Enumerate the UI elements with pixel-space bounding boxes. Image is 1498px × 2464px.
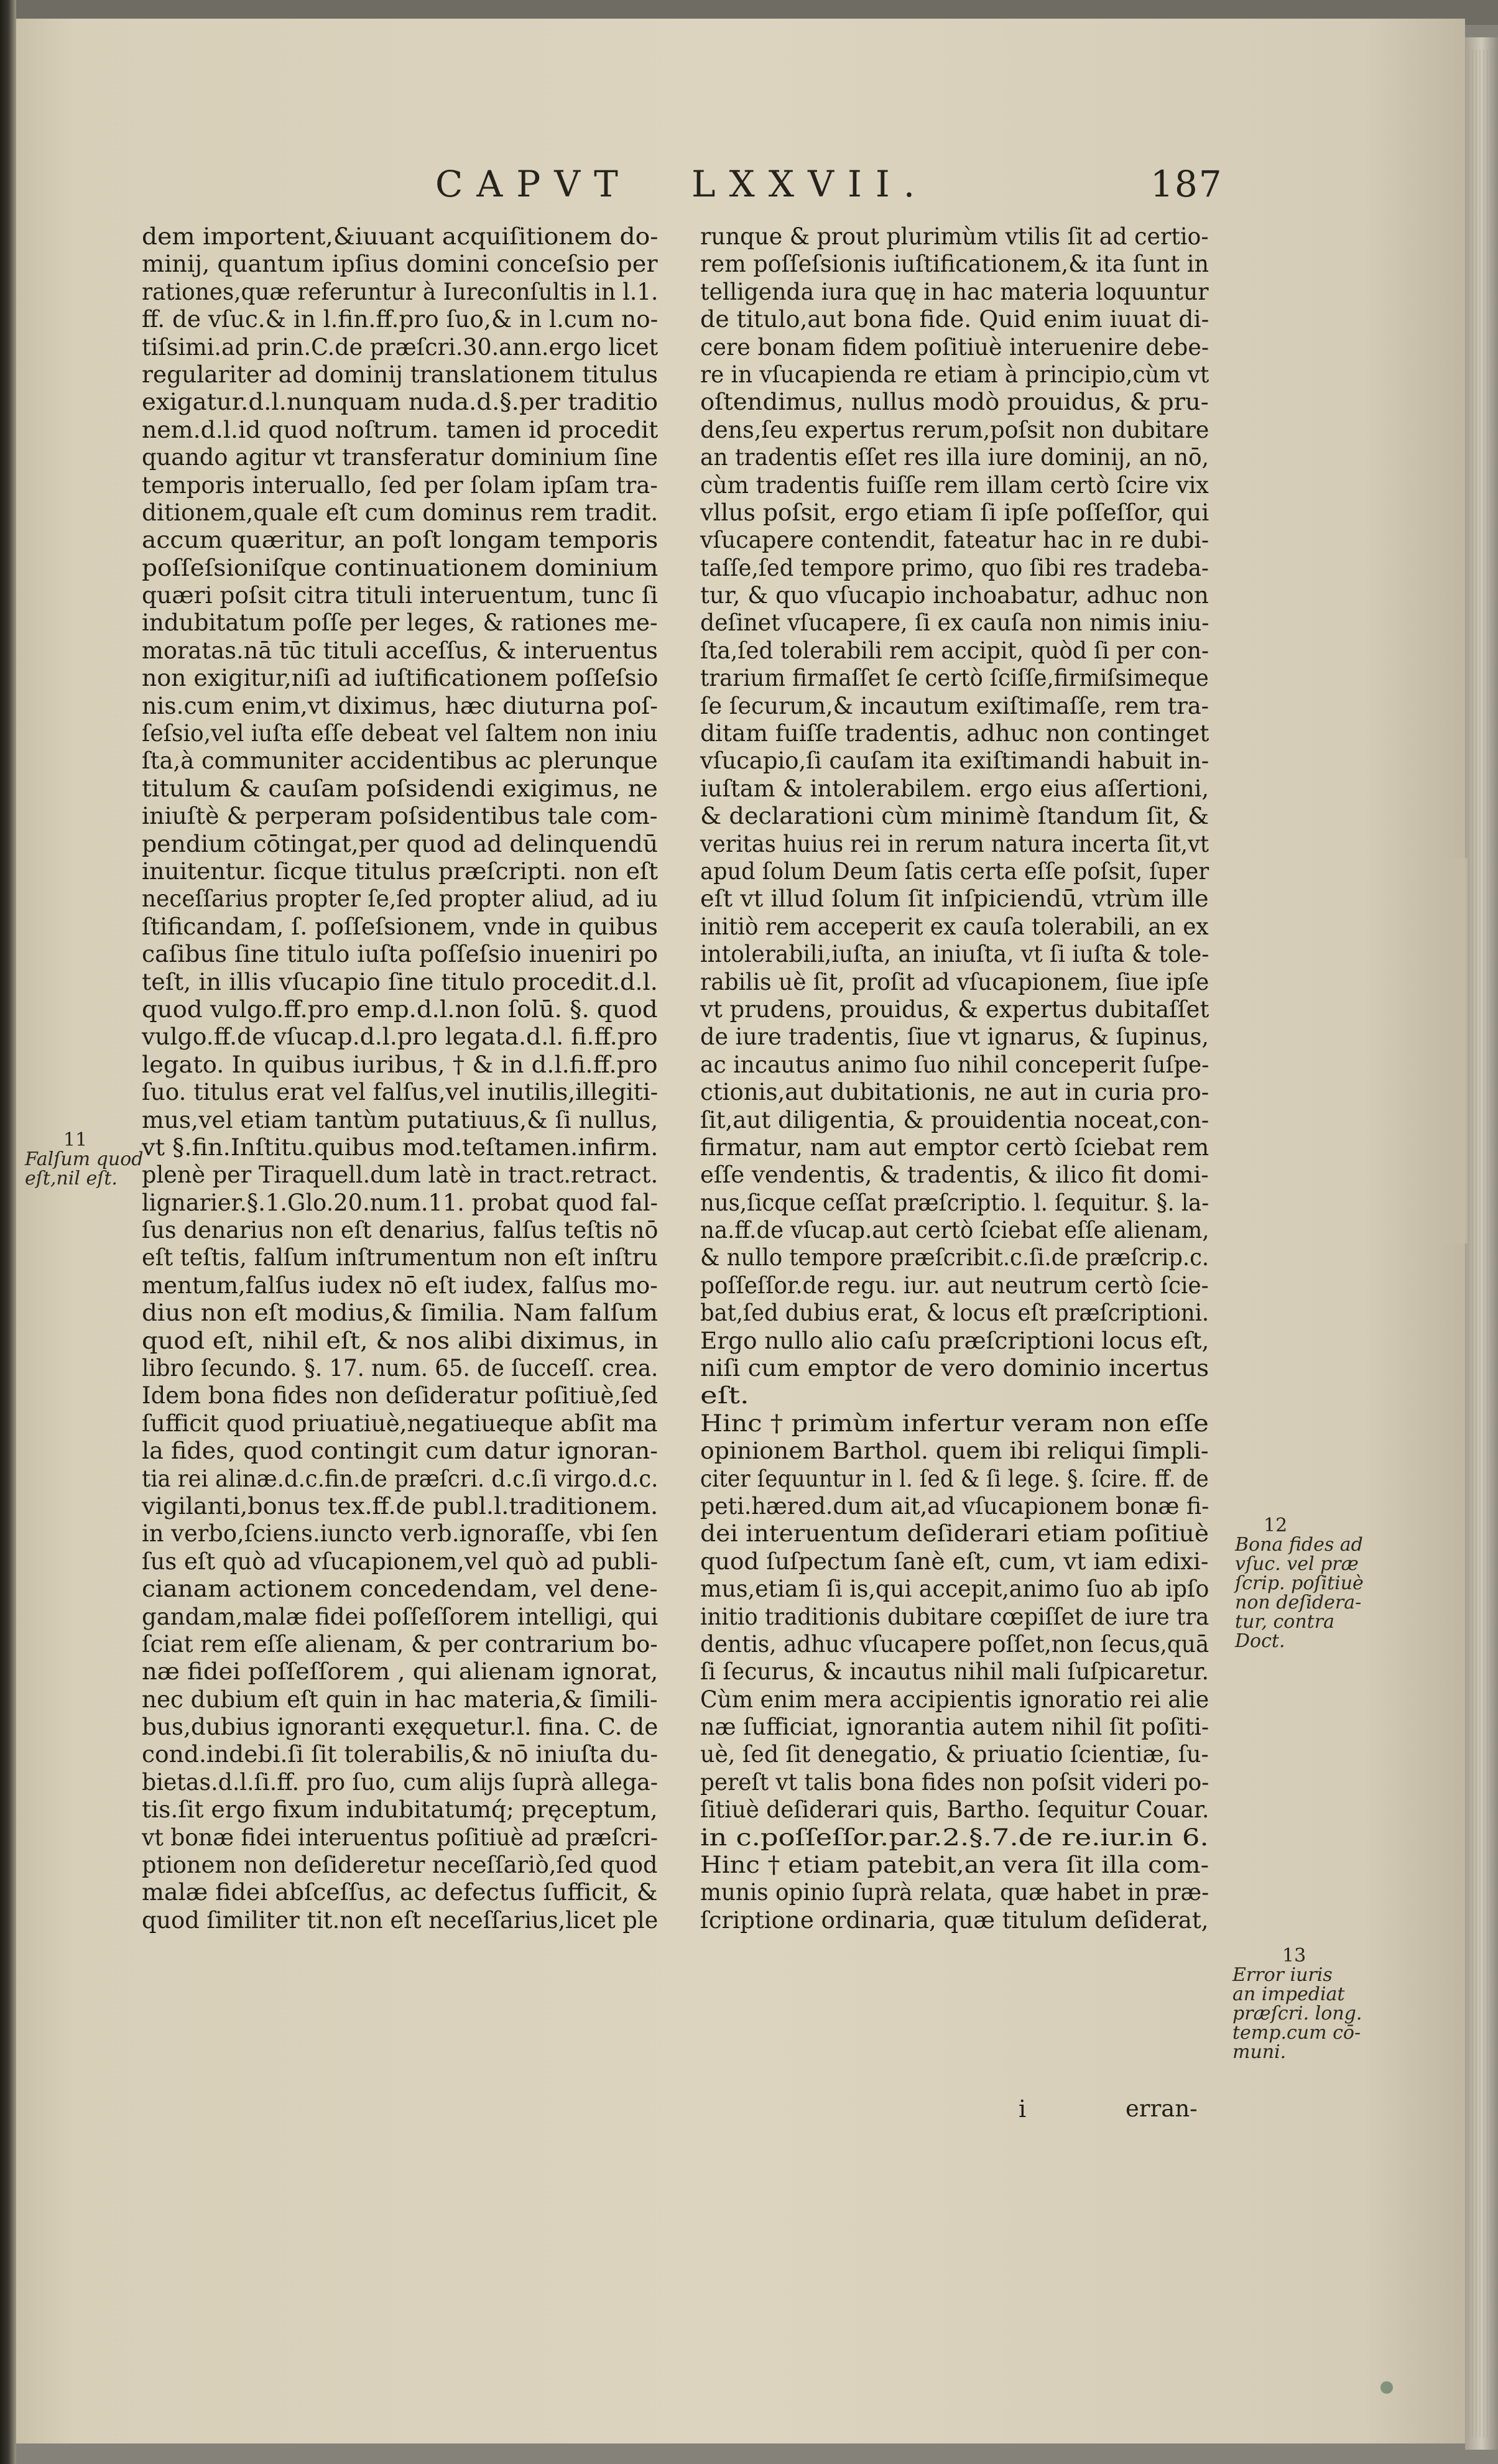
running-head	[435, 163, 1223, 213]
text-line: rationes,quæ referuntur à Iureconſultis in l.1.	[142, 277, 659, 305]
margin-note-number: 11	[63, 1129, 88, 1151]
text-line: Idem bona fides non deſideratur poſitiuè,ſed	[142, 1382, 659, 1410]
text-line: non exigitur,niſi ad iuſtificationem poſſeſsio	[142, 664, 659, 692]
text-line: tur, & quo vſucapio inchoabatur, adhuc non	[700, 581, 1209, 609]
catchword: erran-	[1126, 2095, 1198, 2122]
text-line: indubitatum poſſe per leges, & rationes me-	[142, 609, 658, 637]
margin-note-line: an impediat	[1232, 1983, 1345, 2005]
text-line: initio traditionis dubitare cœpiſſet de iure tra	[700, 1602, 1209, 1630]
margin-note-number: 13	[1282, 1945, 1306, 1967]
text-line: vigilanti,bonus tex.ff.de publ.l.traditionem.	[142, 1492, 659, 1520]
text-line: tiſsimi.ad prin.C.de præſcri.30.ann.ergo licet	[142, 333, 659, 361]
page-number: 187	[1150, 163, 1223, 205]
text-line: ditam fuiſſe tradentis, adhuc non continget	[700, 719, 1209, 747]
text-line: vt §.fin.Inſtitu.quibus mod.teſtamen.infirm.	[142, 1133, 659, 1161]
text-line: ſta,à communiter accidentibus ac plerunque	[142, 747, 658, 775]
text-line: teſt, in illis vſucapio ſine titulo procedit.d.l.	[142, 967, 658, 995]
text-line: Hinc † primùm infertur veram non eſſe	[700, 1409, 1209, 1437]
text-line: ſcriptione ordinaria, quæ titulum deſiderat,	[700, 1906, 1209, 1934]
margin-note-line: præſcri. long.	[1232, 2003, 1362, 2024]
text-line: vt prudens, prouidus, & expertus dubitaſſet	[700, 995, 1209, 1023]
margin-note-number: 12	[1264, 1515, 1288, 1536]
margin-note-line: non deſidera-	[1235, 1592, 1362, 1613]
text-line: regulariter ad dominij translationem titulus	[142, 360, 658, 388]
text-line: titulum & cauſam poſsidendi exigimus, ne	[142, 774, 658, 802]
text-line: ſus denarius non eſt denarius, falſus teſtis nō	[142, 1216, 659, 1244]
text-line: ſus eſt quò ad vſucapionem,vel quò ad publi-	[142, 1547, 659, 1575]
text-line: ſufficit quod priuatiuè,negatiueque abſit ma	[142, 1409, 658, 1437]
text-line: veritas huius rei in rerum natura incerta ſit,vt	[700, 829, 1209, 857]
text-line: næ ſufficiat, ignorantia autem nihil ſit poſiti-	[700, 1713, 1209, 1741]
text-line: inuitentur. ſicque titulus præſcripti. non eſt	[142, 857, 659, 885]
margin-note-11	[25, 1130, 143, 1188]
text-line: eſt teſtis, falſum inſtrumentum non eſt inſtru	[142, 1244, 658, 1271]
text-line: ctionis,aut dubitationis, ne aut in curia pro-	[700, 1078, 1209, 1106]
margin-note-line: Falſum quod	[25, 1148, 144, 1170]
text-line: quod vulgo.ff.pro emp.d.l.non ſolū. §. quod	[142, 995, 658, 1023]
caput-label: CAPVT	[435, 163, 632, 205]
text-line: intolerabili,iuſta, an iniuſta, vt ſi iuſta & tole-	[700, 940, 1209, 968]
text-line: in verbo,ſciens.iuncto verb.ignoraſſe, vbi ſen	[142, 1520, 659, 1548]
text-line: poſſeſsioniſque continuationem dominium	[142, 553, 659, 581]
text-line: mus,vel etiam tantùm putatiuus,& ſi nullus,	[142, 1105, 659, 1133]
text-line: telligenda iura quę in hac materia loquuntur	[700, 277, 1209, 305]
margin-note-line: Doct.	[1235, 1630, 1285, 1652]
text-line: dei interuentum deſiderari etiam poſitiuè	[700, 1520, 1209, 1548]
text-line: dentis, adhuc vſucapere poſſet,non ſecus,quā	[700, 1630, 1209, 1658]
text-line: pereſt vt talis bona fides non poſsit videri po-	[700, 1768, 1209, 1796]
margin-note-13	[1232, 1946, 1362, 2062]
text-line: minij, quantum ipſius domini conceſsio per	[142, 250, 658, 278]
text-line: quando agitur vt transferatur dominium ſine	[142, 443, 659, 471]
text-line: neceſſarius propter ſe,ſed propter aliud, ad iu	[142, 885, 658, 913]
text-line: nec dubium eſt quin in hac materia,& ſimili-	[142, 1685, 658, 1713]
text-line: plenè per Tiraquell.dum latè in tract.retract.	[142, 1161, 659, 1189]
text-line: cere bonam fidem poſitiuè interuenire debe-	[700, 333, 1209, 361]
text-line: an tradentis eſſet res illa iure dominij, an nō,	[700, 443, 1209, 471]
text-line: tis.ſit ergo fixum indubitatumq́; pręceptum,	[142, 1796, 658, 1824]
text-line: vulgo.ff.de vſucap.d.l.pro legata.d.l. fi.ff.pro	[142, 1023, 658, 1051]
text-line: & declarationi cùm minimè ſtandum ſit, &	[700, 802, 1209, 830]
text-line: vllus poſsit, ergo etiam ſi ipſe poſſeſſor, qui	[700, 498, 1209, 526]
text-line: Hinc † etiam patebit,an vera ſit illa com-	[700, 1851, 1209, 1879]
text-line: Cùm enim mera accipientis ignoratio rei alie	[700, 1685, 1209, 1713]
text-line: ſciat rem eſſe alienam, & per contrarium bo-	[142, 1630, 658, 1658]
margin-note-12	[1235, 1516, 1364, 1651]
text-line: cond.indebi.ſi ſit tolerabilis,& nō iniuſta du-	[142, 1740, 659, 1768]
signature-mark: i	[1019, 2095, 1027, 2123]
margin-note-line: ſcrip. poſitiuè	[1235, 1572, 1364, 1594]
text-line: quod ſuſpectum ſanè eſt, cum, vt iam edixi-	[700, 1547, 1209, 1575]
text-line: in c.poſſeſſor.par.2.§.7.de re.iur.in 6.	[700, 1823, 1209, 1851]
text-line: ſitiuè deſiderari quis, Bartho. ſequitur Couar.	[700, 1796, 1209, 1824]
margin-note-line: Bona fides ad	[1235, 1534, 1363, 1556]
text-line: trarium firmaſſet ſe certò ſciſſe,firmiſsimeque	[700, 664, 1209, 692]
text-line: iniuſtè & perperam poſsidentibus tale com-	[142, 802, 658, 830]
text-line: de iure tradentis, ſiue vt ignarus, & ſupinus,	[700, 1023, 1209, 1051]
left-text-column	[142, 223, 658, 2125]
text-line: eſſe vendentis, & tradentis, & ilico fit domi-	[700, 1161, 1209, 1189]
text-line: na.ff.de vſucap.aut certò ſciebat eſſe alienam,	[700, 1216, 1209, 1244]
text-line: næ fidei poſſeſſorem , qui alienam ignorat,	[142, 1658, 659, 1686]
text-line: ptionem non deſideretur neceſſariò,ſed quod	[142, 1851, 658, 1879]
text-line: exigatur.d.l.nunquam nuda.d.§.per traditio	[142, 388, 659, 416]
text-line: ſta,ſed tolerabili rem accipit, quòd ſi per con-	[700, 636, 1209, 664]
text-line: munis opinio ſuprà relata, quæ habet in præ-	[700, 1878, 1209, 1906]
text-line: vſucapio,ſi cauſam ita exiſtimandi habuit in-	[700, 747, 1209, 775]
text-line: firmatur, nam aut emptor certò ſciebat rem	[700, 1133, 1209, 1161]
text-line: bietas.d.l.ſi.ff. pro ſuo, cum alijs ſuprà allega-	[142, 1768, 659, 1796]
text-line: ſi ſecurus, & incautus nihil mali ſuſpicaretur.	[700, 1658, 1209, 1686]
text-line: bus,dubius ignoranti exęquetur.l. fina. C. de	[142, 1713, 659, 1741]
text-line: tia rei alinæ.d.c.fin.de præſcri. d.c.ſi virgo.d.c.	[142, 1464, 659, 1492]
text-line: oſtendimus, nullus modò prouidus, & pru-	[700, 388, 1209, 416]
text-line: iuſtam & intolerabilem. ergo eius aſſertioni,	[700, 774, 1209, 802]
text-line: dius non eſt modius,& ſimilia. Nam falſum	[142, 1299, 659, 1327]
text-line: runque & prout plurimùm vtilis ſit ad certio-	[700, 223, 1209, 250]
text-line: pendium cōtingat,per quod ad delinquendū	[142, 829, 659, 857]
text-line: dens,ſeu expertus rerum,poſsit non dubitare	[700, 415, 1209, 443]
text-line: mus,etiam ſi is,qui accepit,animo ſuo ab ipſo	[700, 1575, 1209, 1603]
text-line: lignarier.§.1.Glo.20.num.11. probat quod fal-	[142, 1188, 658, 1216]
margin-note-line: muni.	[1232, 2041, 1287, 2063]
text-line: dem importent,&iuuant acquiſitionem do-	[142, 223, 659, 250]
text-line: peti.hæred.dum ait,ad vſucapionem bonæ fi-	[700, 1492, 1209, 1520]
text-line: apud ſolum Deum ſatis certa eſſe poſsit, ſuper	[700, 857, 1209, 885]
text-line: ff. de vſuc.& in l.fin.ff.pro ſuo,& in l.cum no-	[142, 305, 659, 333]
text-line: caſibus ſine titulo iuſta poſſeſsio inueniri po	[142, 940, 659, 968]
text-line: libro ſecundo. §. 17. num. 65. de ſucceſſ. crea.	[142, 1354, 659, 1382]
text-line: initiò rem acceperit ex cauſa tolerabili, an ex	[700, 912, 1209, 940]
text-line: cùm tradentis fuiſſe rem illam certò ſcire vix	[700, 471, 1209, 499]
text-line: quod eſt, nihil eſt, & nos alibi diximus, in	[142, 1326, 659, 1354]
text-line: ſit,aut diligentia, & prouidentia noceat,con-	[700, 1105, 1209, 1133]
text-line: quod ſimiliter tit.non eſt neceſſarius,licet ple	[142, 1906, 659, 1934]
text-line: eſt.	[700, 1382, 749, 1410]
text-line: nis.cum enim,vt diximus, hæc diuturna poſ-	[142, 691, 659, 719]
text-line: temporis interuallo, ſed per ſolam ipſam tra-	[142, 471, 658, 499]
text-line: citer ſequuntur in l. ſed & ſi lege. §. ſcire. ff. de	[700, 1464, 1209, 1492]
text-line: ditionem,quale eſt cum dominus rem tradit.	[142, 498, 659, 526]
text-line: legato. In quibus iuribus, † & in d.l.fi.ff.pro	[142, 1050, 658, 1078]
text-line: niſi cum emptor de vero dominio incertus	[700, 1354, 1209, 1382]
text-line: rem poſſeſsionis iuſtificationem,& ita ſunt in	[700, 250, 1209, 278]
text-line: gandam,malæ fidei poſſeſſorem intelligi, qui	[142, 1602, 659, 1630]
text-line: ſtificandam, ſ. poſſeſsionem, vnde in quibus	[142, 912, 658, 940]
text-line: uè, ſed ſit denegatio, & priuatio ſcientiæ, ſu-	[700, 1740, 1209, 1768]
text-line: Ergo nullo alio caſu præſcriptioni locus eſt,	[700, 1326, 1209, 1354]
margin-note-line: vſuc. vel præ	[1235, 1553, 1359, 1575]
text-line: deſinet vſucapere, ſi ex cauſa non nimis iniu-	[700, 609, 1209, 637]
text-line: cianam actionem concedendam, vel dene-	[142, 1575, 658, 1603]
text-line: ſeſsio,vel iuſta eſſe debeat vel ſaltem non iniu	[142, 719, 658, 747]
text-line: rabilis uè ſit, proſit ad vſucapionem, ſiue ipſe	[700, 967, 1209, 995]
text-line: eſt vt illud ſolum ſit inſpiciendū, vtrùm ille	[700, 885, 1209, 913]
text-line: opinionem Barthol. quem ibi reliqui ſimpli-	[700, 1437, 1209, 1465]
text-line: malæ fidei abſceſſus, ac defectus ſufficit, &	[142, 1878, 658, 1906]
chapter-number: LXXVII.	[691, 163, 929, 205]
text-line: poſſeſſor.de regu. iur. aut neutrum certò ſcie-	[700, 1271, 1209, 1299]
text-line: quæri poſsit citra tituli interuentum, tunc ſi	[142, 581, 659, 609]
text-line: vt bonæ fidei interuentus poſitiuè ad præſcri-	[142, 1823, 659, 1851]
text-line: nem.d.l.id quod noſtrum. tamen id procedit	[142, 415, 659, 443]
text-line: ſe ſecurum,& incautum exiſtimaſſe, rem tra-	[700, 691, 1209, 719]
text-line: la fides, quod contingit cum datur ignoran-	[142, 1437, 659, 1465]
text-line: moratas.nā tūc tituli acceſſus, & interuentus	[142, 636, 658, 664]
text-line: re in vſucapienda re etiam à principio,cùm vt	[700, 360, 1209, 388]
text-line: ac incautus animo ſuo nihil conceperit ſuſpe-	[700, 1050, 1209, 1078]
text-line: nus,ſicque ceſſat præſcriptio. l. ſequitur. §. la-	[700, 1188, 1209, 1216]
margin-note-line: tur, contra	[1235, 1611, 1334, 1633]
text-line: mentum,falſus iudex nō eſt iudex, falſus mo-	[142, 1271, 658, 1299]
text-line: & nullo tempore præſcribit.c.ſi.de præſcrip.c.	[700, 1244, 1209, 1271]
text-line: accum quæritur, an poſt longam temporis	[142, 526, 659, 554]
text-line: bat,ſed dubius erat, & locus eſt præſcriptioni.	[700, 1299, 1209, 1327]
text-line: vſucapere contendit, fateatur hac in re dubi-	[700, 526, 1209, 554]
margin-note-line: temp.cum cō-	[1232, 2022, 1361, 2044]
margin-note-line: Error iuris	[1232, 1964, 1333, 1986]
text-line: de titulo,aut bona fide. Quid enim iuuat di-	[700, 305, 1209, 333]
text-line: taſſe,ſed tempore primo, quo ſibi res tradeba-	[700, 553, 1209, 581]
text-line: ſuo. titulus erat vel falſus,vel inutilis,illegiti-	[142, 1078, 659, 1106]
right-text-column	[700, 223, 1209, 2125]
margin-note-line: eſt,nil eſt.	[25, 1168, 118, 1189]
